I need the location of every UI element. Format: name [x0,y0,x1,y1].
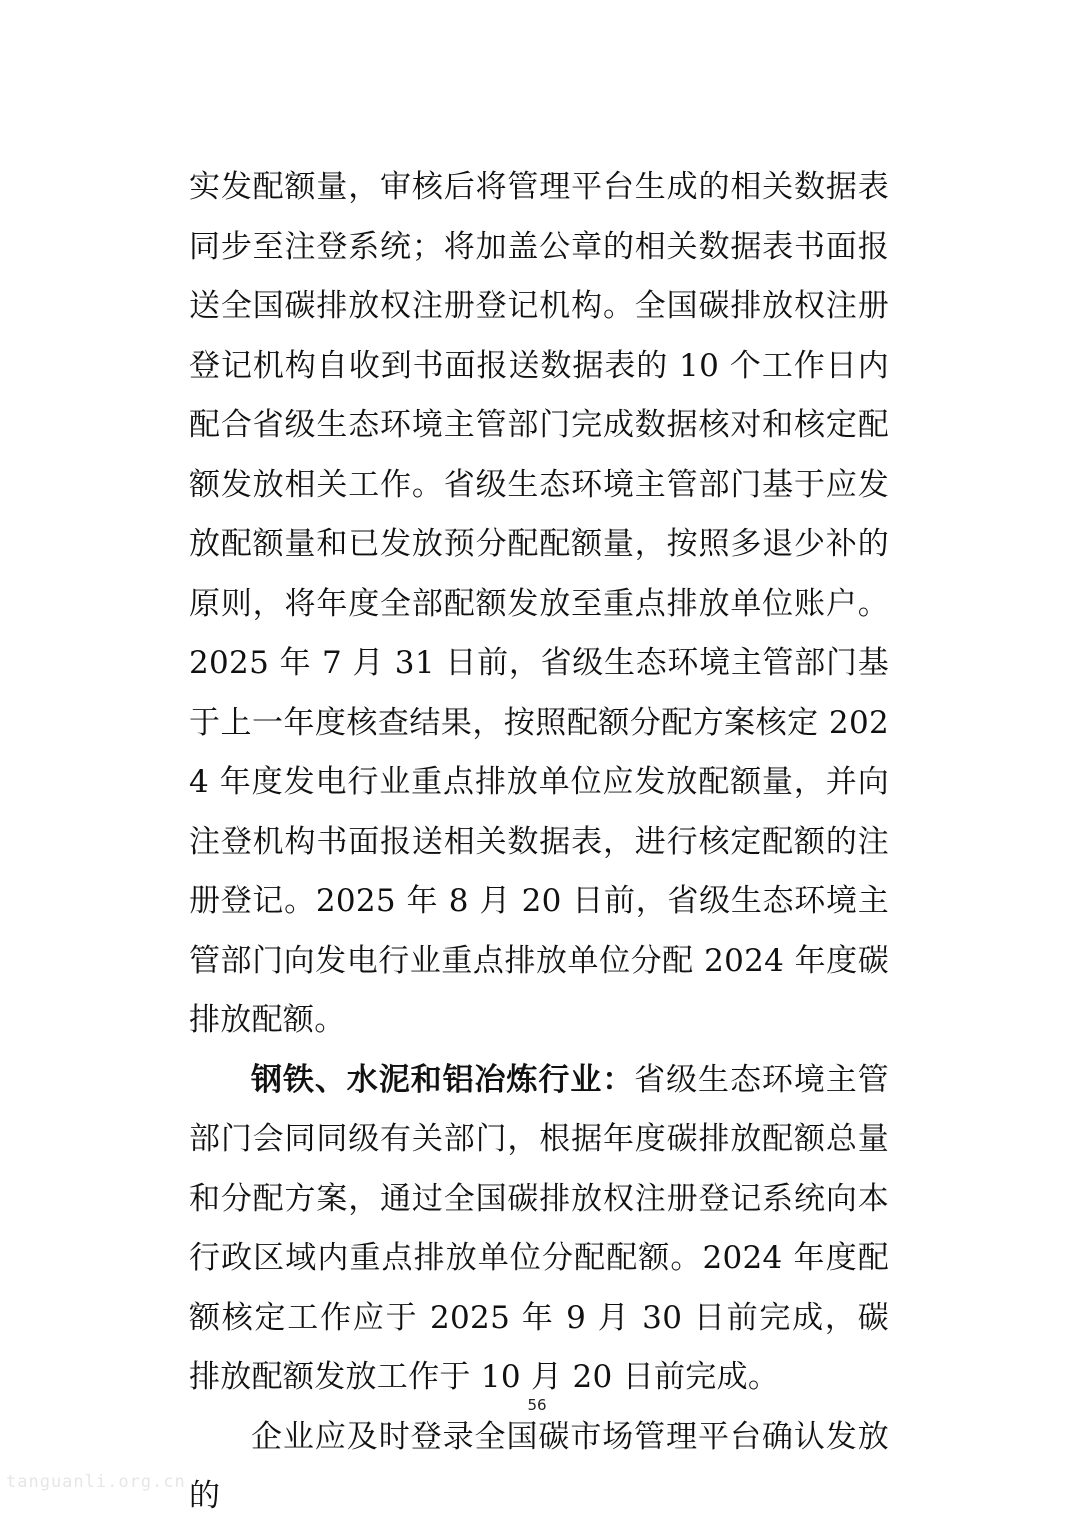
page-number: 56 [527,1396,547,1414]
paragraph-lead-heading: 钢铁、水泥和铝冶炼行业： [251,1061,635,1098]
document-body [189,158,889,1527]
paragraph-enterprise-confirm [189,1408,889,1527]
paragraph-text: 省级生态环境主管部门会同同级有关部门，根据年度碳排放配额总量和分配方案，通过全国碳排放权注册登记系统向本行政区域内重点排放单位分配配额。2024 年度配额核定工作应于 2025 年 9 月 30 日前完成，碳排放配额发放工作于 10 月 20 日前完成。 [189,1061,889,1395]
watermark-text: tanguanli.org.cn [6,1472,186,1492]
paragraph-continuation [189,158,889,1051]
paragraph-text: 实发配额量，审核后将管理平台生成的相关数据表同步至注登系统；将加盖公章的相关数据表书面报送全国碳排放权注册登记机构。全国碳排放权注册登记机构自收到书面报送数据表的 10 个工作日内配合省级生态环境主管部门完成数据核对和核定配额发放相关工作。省级生态环境主管部门基于应发放配额量和已发放预分配配额量，按照多退少补的原则，将年度全部配额发放至重点排放单位账户。2025 年 7 月 31 日前，省级生态环境主管部门基于上一年度核查结果，按照配额分配方案核定 2024 年度发电行业重点排放单位应发放配额量，并向注登机构书面报送相关数据表，进行核定配额的注册登记。2025 年 8 月 20 日前，省级生态环境主管部门向发电行业重点排放单位分配 2024 年度碳排放配额。 [189,169,889,1038]
paragraph-steel-cement-aluminum [189,1051,889,1408]
paragraph-text: 企业应及时登录全国碳市场管理平台确认发放的 [189,1418,889,1514]
